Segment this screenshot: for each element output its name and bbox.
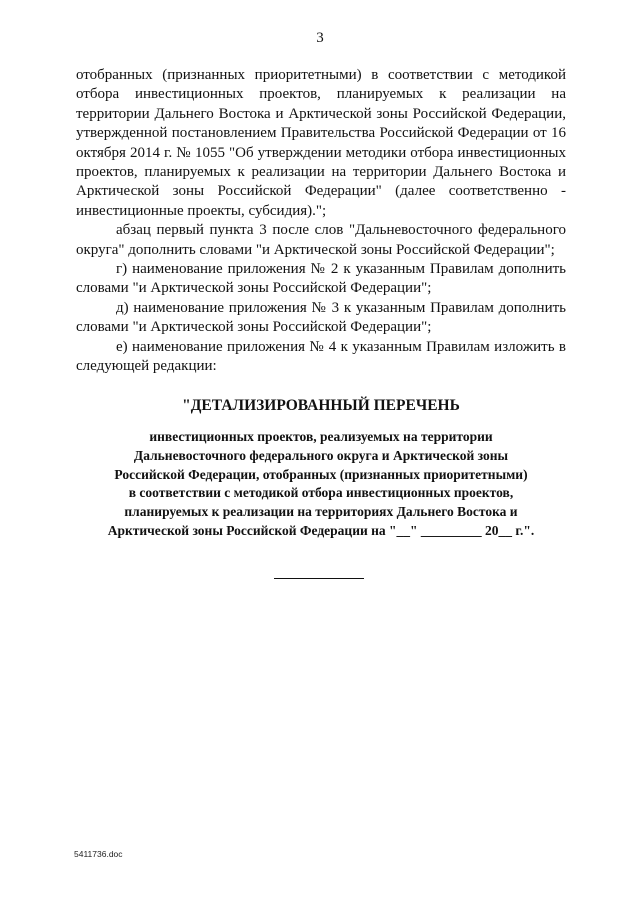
heading-subtitle-line: Российской Федерации, отобранных (признанных приоритетными) xyxy=(114,466,528,482)
document-body xyxy=(76,66,566,377)
paragraph-item-d: д) наименование приложения № 3 к указанным Правилам дополнить словами "и Арктической зоны Российской Федерации"; xyxy=(76,299,566,336)
page-number: 3 xyxy=(316,30,324,46)
heading-title: "ДЕТАЛИЗИРОВАННЫЙ ПЕРЕЧЕНЬ xyxy=(182,397,460,414)
appendix-heading xyxy=(76,396,566,541)
heading-subtitle-line: в соответствии с методикой отбора инвестиционных проектов, xyxy=(128,485,514,501)
paragraph-item-g: г) наименование приложения № 2 к указанным Правилам дополнить словами "и Арктической зоны Российской Федерации"; xyxy=(76,261,566,297)
heading-subtitle xyxy=(76,428,566,541)
section-divider xyxy=(274,578,364,579)
heading-subtitle-line: планируемых к реализации на территориях Дальнего Востока и xyxy=(124,504,518,520)
heading-subtitle-line: Дальневосточного федерального округа и Арктической зоны xyxy=(133,447,509,463)
heading-subtitle-line: инвестиционных проектов, реализуемых на территории xyxy=(149,429,493,444)
paragraph-item-e: е) наименование приложения № 4 к указанным Правилам изложить в следующей редакции: xyxy=(76,338,566,375)
heading-subtitle-line: Арктической зоны Российской Федерации на "__" _________ 20__ г.". xyxy=(107,522,535,538)
paragraph-abzac-punkt-3: абзац первый пункта 3 после слов "Дальневосточного федерального округа" дополнить словами "и Арктической зоны Российской Федерации"; xyxy=(76,222,566,258)
paragraph-continuation: отобранных (признанных приоритетными) в соответствии с методикой отбора инвестиционных проектов, планируемых к реализации на территории Дальнего Востока и Арктической зоны Российской Федерации, утвержденной постановлением Правительства Российской Федерации от 16 октября 2014 г. № 1055 "Об утверждении методики отбора инвестиционных проектов, планируемых к реализации на территории Дальнего Востока и Арктической зоны Российской Федерации" (далее соответственно - инвестиционные проекты, субсидия)."; xyxy=(76,67,566,219)
footer-file-name: 5411736.doc xyxy=(74,849,123,859)
